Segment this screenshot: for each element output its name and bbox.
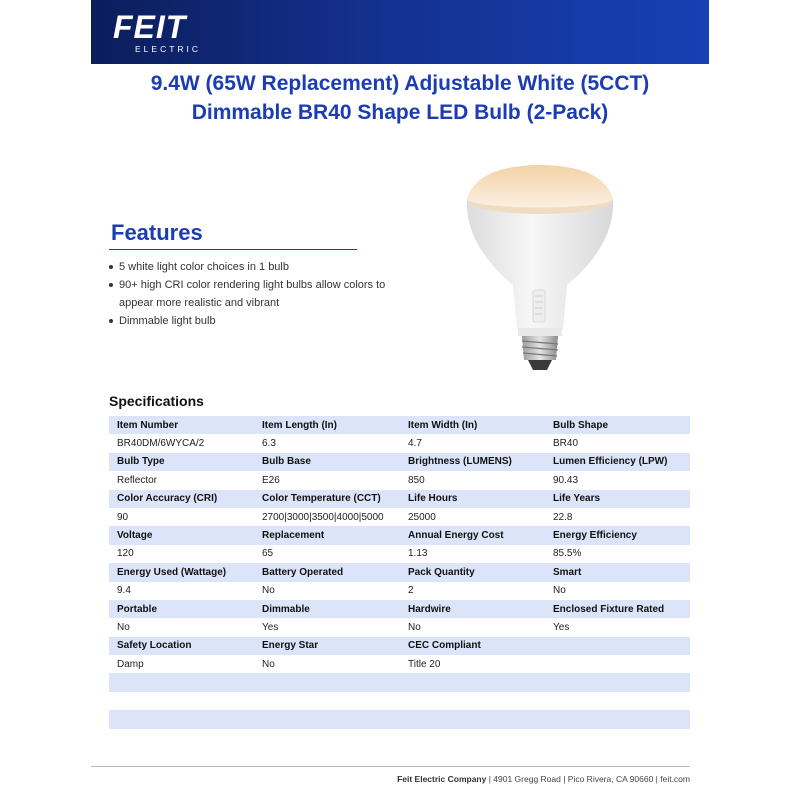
- spec-value-row: [109, 618, 690, 636]
- spec-value-row: [109, 692, 690, 710]
- spec-label-cell: Item Number: [109, 416, 254, 434]
- spec-value-cell: No: [254, 655, 400, 673]
- spec-value-cell: No: [400, 618, 545, 636]
- spec-label-cell: Brightness (LUMENS): [400, 453, 545, 471]
- spec-label-cell: Color Accuracy (CRI): [109, 490, 254, 508]
- spec-label-cell: Replacement: [254, 526, 400, 544]
- footer-company: Feit Electric Company: [397, 774, 487, 784]
- spec-label-cell: Energy Used (Wattage): [109, 563, 254, 581]
- spec-value-cell: 6.3: [254, 434, 400, 452]
- spec-label-cell: Enclosed Fixture Rated: [545, 600, 690, 618]
- footer: [91, 766, 690, 791]
- spec-value-cell: 4.7: [400, 434, 545, 452]
- spec-value-cell: No: [254, 582, 400, 600]
- logo-wordmark: FEIT: [113, 9, 187, 45]
- brand-header: [91, 0, 709, 64]
- spec-header-row: [109, 453, 690, 471]
- spec-label-cell: Life Hours: [400, 490, 545, 508]
- spec-label-cell: [545, 673, 690, 691]
- spec-value-row: [109, 434, 690, 452]
- spec-label-cell: Bulb Base: [254, 453, 400, 471]
- br40-led-bulb-icon: [455, 160, 625, 375]
- spec-label-cell: Life Years: [545, 490, 690, 508]
- spec-value-cell: BR40DM/6WYCA/2: [109, 434, 254, 452]
- product-title-line-2: Dimmable BR40 Shape LED Bulb (2-Pack): [191, 101, 609, 124]
- spec-value-cell: 85.5%: [545, 545, 690, 563]
- product-title-line-1: 9.4W (65W Replacement) Adjustable White (5CCT): [150, 72, 650, 95]
- spec-value-cell: 1.13: [400, 545, 545, 563]
- specifications-heading: Specifications: [109, 393, 204, 409]
- spec-header-row: [109, 416, 690, 434]
- spec-value-cell: Yes: [545, 618, 690, 636]
- spec-label-cell: [545, 710, 690, 728]
- spec-header-row: [109, 637, 690, 655]
- spec-label-cell: Item Length (In): [254, 416, 400, 434]
- spec-value-cell: 90.43: [545, 471, 690, 489]
- feature-item: Dimmable light bulb: [103, 312, 403, 330]
- spec-value-cell: [545, 692, 690, 710]
- spec-value-row: [109, 508, 690, 526]
- spec-value-cell: Reflector: [109, 471, 254, 489]
- spec-label-cell: [109, 673, 254, 691]
- spec-label-cell: Energy Star: [254, 637, 400, 655]
- spec-label-cell: Battery Operated: [254, 563, 400, 581]
- spec-header-row: [109, 600, 690, 618]
- spec-label-cell: [400, 673, 545, 691]
- features-list: [103, 258, 403, 330]
- spec-value-cell: Title 20: [400, 655, 545, 673]
- spec-value-cell: Damp: [109, 655, 254, 673]
- spec-header-row: [109, 563, 690, 581]
- spec-label-cell: Bulb Shape: [545, 416, 690, 434]
- spec-header-row: [109, 526, 690, 544]
- spec-value-cell: 120: [109, 545, 254, 563]
- product-title: [91, 69, 709, 127]
- spec-label-cell: Dimmable: [254, 600, 400, 618]
- spec-label-cell: [400, 710, 545, 728]
- spec-value-row: [109, 655, 690, 673]
- spec-label-cell: Pack Quantity: [400, 563, 545, 581]
- spec-label-cell: [254, 673, 400, 691]
- feature-item: 90+ high CRI color rendering light bulbs allow colors to appear more realistic and vibrant: [103, 276, 403, 312]
- spec-value-cell: [400, 692, 545, 710]
- footer-address: | 4901 Gregg Road | Pico Rivera, CA 90660 |: [486, 774, 661, 784]
- spec-label-cell: CEC Compliant: [400, 637, 545, 655]
- features-heading: Features: [111, 220, 203, 245]
- spec-value-cell: 65: [254, 545, 400, 563]
- logo-subtext: ELECTRIC: [135, 44, 202, 54]
- spec-header-row: [109, 710, 690, 728]
- spec-value-cell: 850: [400, 471, 545, 489]
- spec-value-cell: [254, 692, 400, 710]
- spec-value-cell: Yes: [254, 618, 400, 636]
- spec-label-cell: [254, 710, 400, 728]
- spec-value-cell: No: [545, 582, 690, 600]
- spec-value-row: [109, 471, 690, 489]
- spec-value-cell: 2: [400, 582, 545, 600]
- spec-label-cell: [545, 637, 690, 655]
- spec-value-row: [109, 545, 690, 563]
- spec-label-cell: Smart: [545, 563, 690, 581]
- spec-label-cell: Safety Location: [109, 637, 254, 655]
- spec-label-cell: Voltage: [109, 526, 254, 544]
- spec-label-cell: Annual Energy Cost: [400, 526, 545, 544]
- feit-electric-logo: [113, 11, 201, 54]
- spec-label-cell: Color Temperature (CCT): [254, 490, 400, 508]
- spec-value-cell: No: [109, 618, 254, 636]
- spec-value-cell: E26: [254, 471, 400, 489]
- spec-value-cell: BR40: [545, 434, 690, 452]
- spec-label-cell: Bulb Type: [109, 453, 254, 471]
- spec-value-cell: [545, 655, 690, 673]
- spec-label-cell: Portable: [109, 600, 254, 618]
- feature-item: 5 white light color choices in 1 bulb: [103, 258, 403, 276]
- specifications-table: [109, 416, 690, 729]
- spec-value-cell: 9.4: [109, 582, 254, 600]
- spec-value-cell: 90: [109, 508, 254, 526]
- spec-header-row: [109, 490, 690, 508]
- spec-header-row: [109, 673, 690, 691]
- footer-website-link[interactable]: feit.com: [660, 774, 690, 784]
- spec-label-cell: Item Width (In): [400, 416, 545, 434]
- spec-label-cell: Lumen Efficiency (LPW): [545, 453, 690, 471]
- spec-value-row: [109, 582, 690, 600]
- spec-label-cell: [109, 710, 254, 728]
- spec-value-cell: [109, 692, 254, 710]
- spec-value-cell: 22.8: [545, 508, 690, 526]
- spec-value-cell: 25000: [400, 508, 545, 526]
- features-divider: [109, 249, 357, 250]
- spec-label-cell: Hardwire: [400, 600, 545, 618]
- spec-value-cell: 2700|3000|3500|4000|5000: [254, 508, 400, 526]
- spec-label-cell: Energy Efficiency: [545, 526, 690, 544]
